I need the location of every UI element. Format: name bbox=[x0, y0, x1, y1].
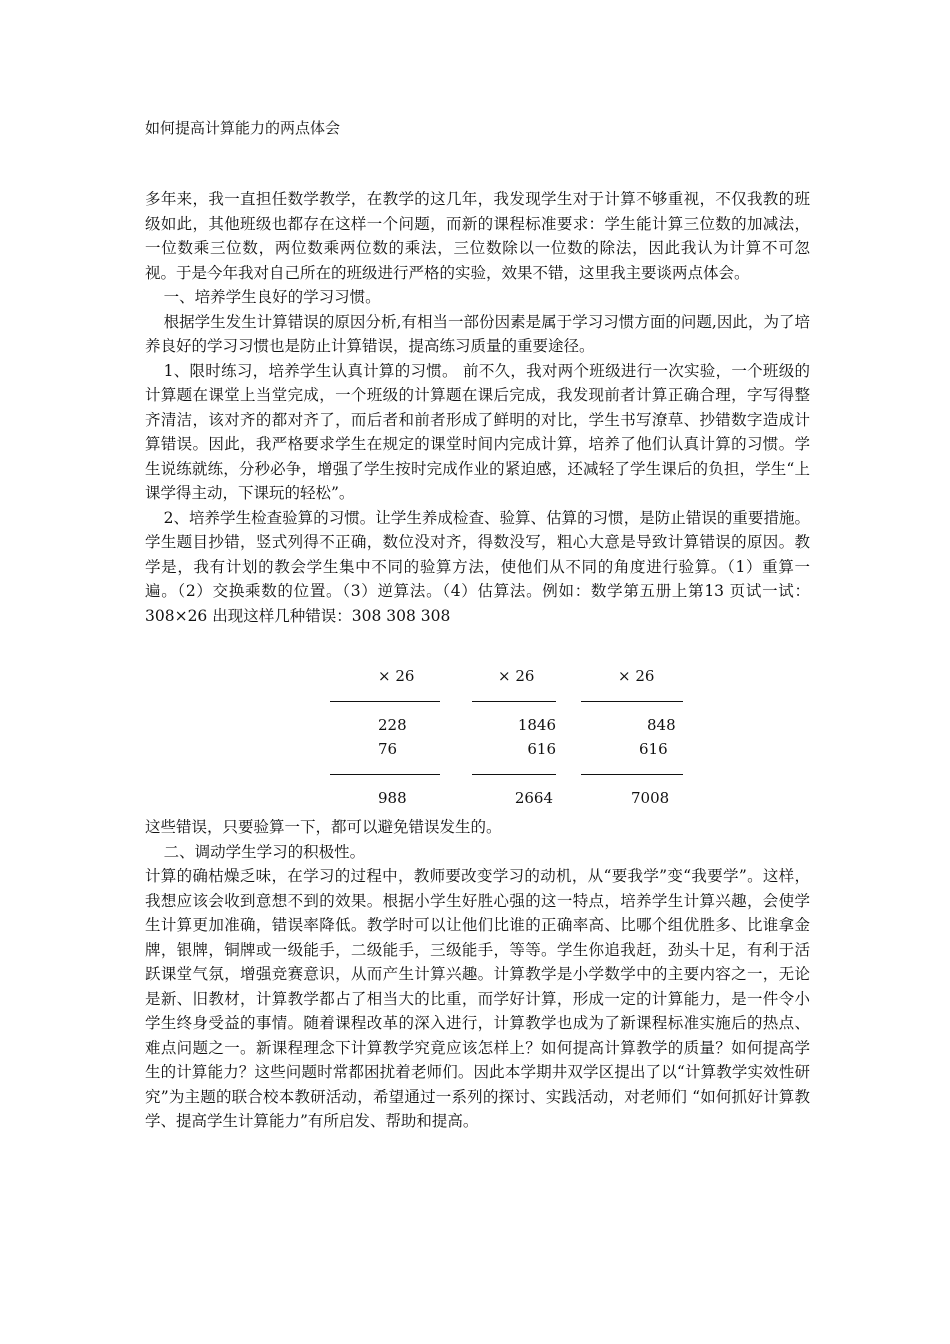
product-result: 988 bbox=[378, 788, 407, 807]
body-text bbox=[145, 187, 810, 628]
multiplication-example-3 bbox=[581, 664, 683, 810]
rule-line bbox=[330, 774, 440, 775]
partial-product-2: 616 bbox=[639, 740, 668, 758]
paragraph-causes: 根据学生发生计算错误的原因分析,有相当一部份因素是属于学习习惯方面的问题,因此，为了培养良好的学习习惯也是防止计算错误，提高练习质量的重要途径。 bbox=[145, 312, 810, 355]
paragraph-timed-practice: 1、限时练习，培养学生认真计算的习惯。 前不久，我对两个班级进行一次实验，一个班级的计算题在课堂上当堂完成，一个班级的计算题在课后完成，我发现前者计算正确合理，字写得整齐清洁，该对齐的都对齐了，而后者和前者形成了鲜明的对比，学生书写潦草、抄错数字造成计算错误。因此，我严格要求学生在规定的课堂时间内完成计算，培养了他们认真计算的习惯。学生说练就练，分秒必争，增强了学生按时完成作业的紧迫感，还减轻了学生课后的负担，学生“上课学得主动，下课玩的轻松”。 bbox=[145, 361, 810, 502]
paragraph-motivation: 计算的确枯燥乏味，在学习的过程中，教师要改变学习的动机，从“要我学”变“我要学”。这样，我想应该会收到意想不到的效果。根据小学生好胜心强的这一特点，培养学生计算兴趣，会使学生计算更加准确，错误率降低。教学时可以让他们比谁的正确率高、比哪个组优胜多、比谁拿金牌，银牌，铜牌或一级能手，二级能手，三级能手，等等。学生你追我赶，劲头十足，有利于活跃课堂气氛，增强竞赛意识，从而产生计算兴趣。计算教学是小学数学中的主要内容之一，无论是新、旧教材，计算教学都占了相当大的比重，而学好计算，形成一定的计算能力，是一件令小学生终身受益的事情。随着课程改革的深入进行，计算教学也成为了新课程标准实施后的热点、难点问题之一。新课程理念下计算教学究竟应该怎样上？如何提高计算教学的质量？如何提高学生的计算能力？这些问题时常都困扰着老师们。因此本学期井双学区提出了以“计算教学实效性研究”为主题的联合校本教研活动，希望通过一系列的探讨、实践活动，对老师们 “如何抓好计算教学、提高学生计算能力”有所启发、帮助和提高。 bbox=[145, 867, 810, 1130]
paragraph-intro: 多年来，我一直担任数学教学，在教学的这几年，我发现学生对于计算不够重视，不仅我教的班级如此，其他班级也都存在这样一个问题，而新的课程标准要求：学生能计算三位数的加减法，一位数乘三位数，两位数乘两位数的乘法，三位数除以一位数的除法，因此我认为计算不可忽视。于是今年我对自己所在的班级进行严格的实验，效果不错，这里我主要谈两点体会。 bbox=[145, 190, 810, 282]
partial-product-1: 848 bbox=[647, 715, 676, 734]
multiplication-example-2 bbox=[472, 664, 556, 810]
rule-line bbox=[472, 774, 556, 775]
rule-line bbox=[581, 774, 683, 775]
partial-product-2: 616 bbox=[527, 740, 556, 758]
rule-line bbox=[581, 701, 683, 702]
partial-product-2: 76 bbox=[378, 740, 398, 758]
document-title: 如何提高计算能力的两点体会 bbox=[145, 119, 341, 137]
product-result: 7008 bbox=[631, 788, 670, 807]
paragraph-verification: 这些错误，只要验算一下，都可以避免错误发生的。 bbox=[145, 818, 502, 836]
heading-habits: 一、培养学生良好的学习习惯。 bbox=[163, 288, 381, 306]
paragraph-checking: 2、培养学生检查验算的习惯。让学生养成检查、验算、估算的习惯，是防止错误的重要措施。学生题目抄错，竖式列得不正确，数位没对齐，得数没写，粗心大意是导致计算错误的原因。教学是，我有计划的教会学生集中不同的验算方法，使他们从不同的角度进行验算。（1）重算一遍。（2）交换乘数的位置。（3）逆算法。（4）估算法。例如：数学第五册上第13 页试一试：308×26 出现这样几种错误：308 308 308 bbox=[145, 508, 810, 625]
heading-motivation: 二、调动学生学习的积极性。 bbox=[163, 842, 366, 861]
rule-line bbox=[330, 701, 440, 702]
partial-product-1: 1846 bbox=[517, 715, 556, 734]
multiplier: × 26 bbox=[378, 667, 415, 685]
partial-product-1: 228 bbox=[378, 715, 407, 734]
multiplication-example-1 bbox=[330, 664, 440, 810]
body-text-continued bbox=[145, 815, 810, 1134]
product-result: 2664 bbox=[514, 788, 553, 807]
rule-line bbox=[472, 701, 556, 702]
multiplier: × 26 bbox=[618, 667, 655, 685]
multiplier: × 26 bbox=[498, 667, 535, 685]
